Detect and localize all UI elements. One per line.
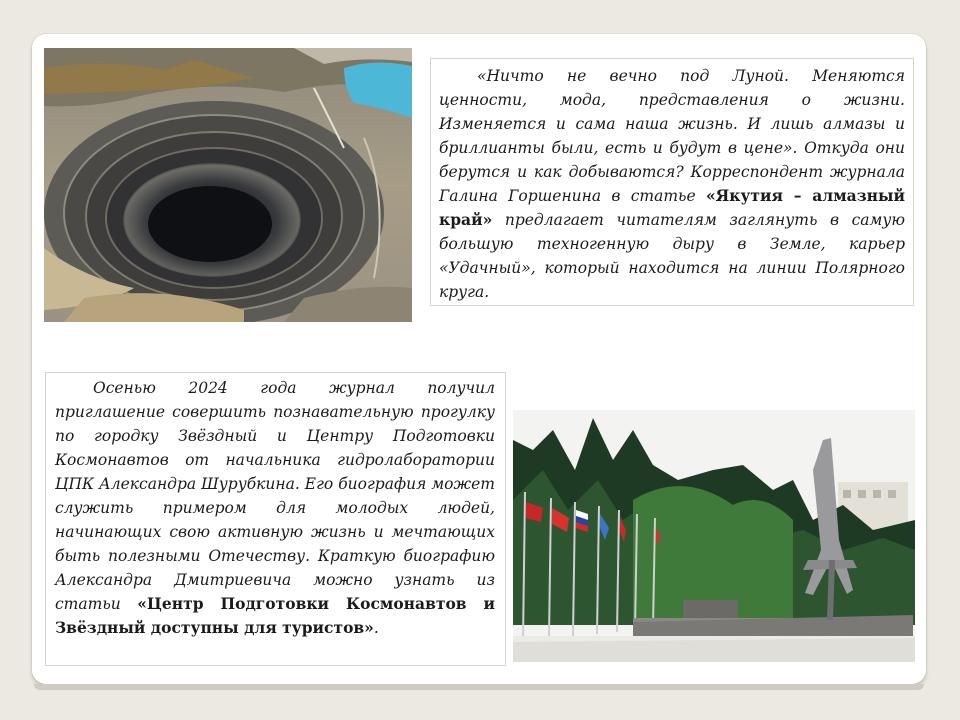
cosmonaut-text-outro: . — [373, 619, 379, 637]
mine-photo — [44, 48, 412, 322]
memorial-photo — [513, 410, 915, 662]
mine-text-intro: «Ничто не вечно под Луной. Меняются ценности, мода, представления о жизни. Изменяется и сама наша жизнь. И лишь алмазы и бриллианты были, есть и будут в цене». Откуда они берутся и как добываются? Корреспондент журнала Галина Горшенина в статье — [439, 67, 905, 205]
cosmonaut-article-title: «Центр Подготовки Космонавтов и Звёздный доступны для туристов» — [55, 594, 496, 637]
slide-shadow-edge — [34, 684, 924, 690]
mine-article-textbox — [430, 58, 914, 306]
cosmonaut-article-textbox — [45, 372, 506, 666]
mine-text-outro: предлагает читателям заглянуть в самую большую техногенную дыру в Земле, карьер «Удачный», который находится на линии Полярного круга. — [439, 211, 905, 301]
cosmonaut-text-intro: Осенью 2024 года журнал получил приглашение совершить познавательную прогулку по городку Звёздный и Центру Подготовки Космонавтов от начальника гидролаборатории ЦПК Александра Шурубкина. Его биография может служить примером для молодых людей, начинающих свою активную жизнь и мечтающих быть полезными Отечеству. Краткую биографию Александра Дмитриевича можно узнать из статьи — [55, 379, 495, 613]
mine-article-title: «Якутия – алмазный край» — [439, 186, 905, 229]
